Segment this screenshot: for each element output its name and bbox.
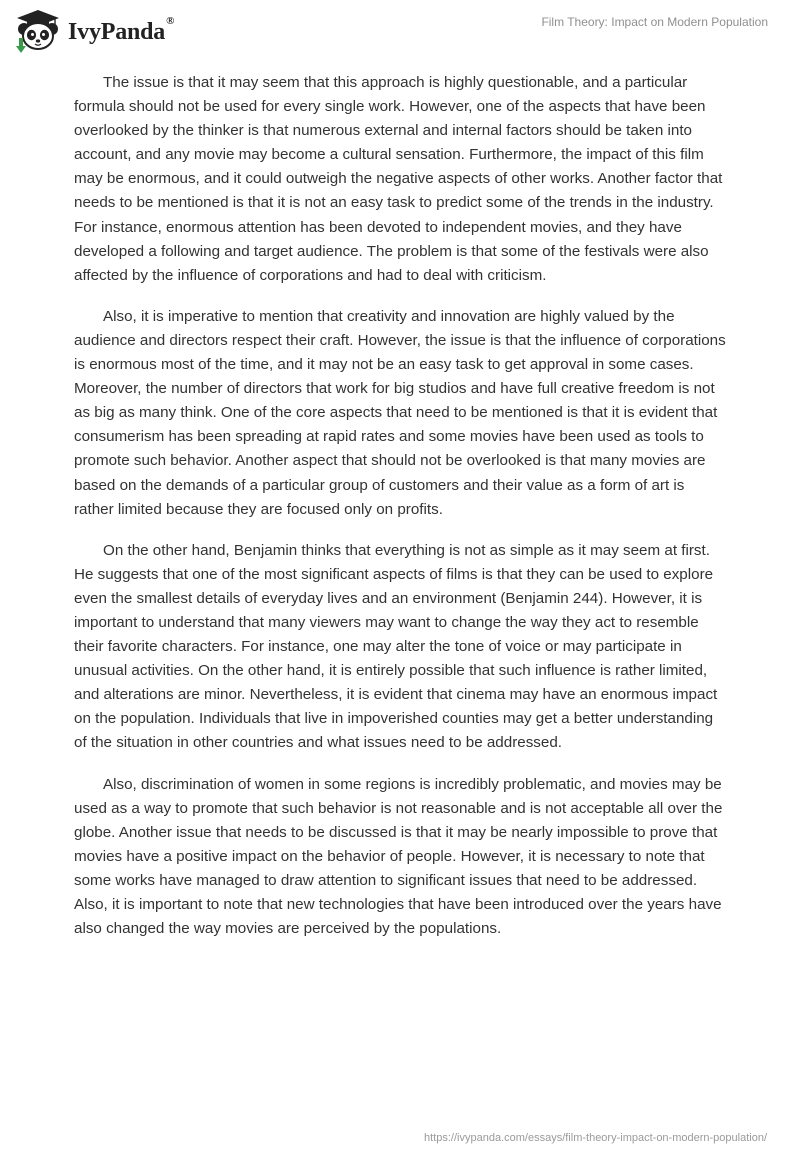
brand-name: IvyPanda® bbox=[68, 14, 175, 45]
paragraph-3: On the other hand, Benjamin thinks that everything is not as simple as it may seem at first. He suggests that one of the most significant aspects of films is that they can be used to explore even the smallest details of everyday lives and an environment (Benjamin 244). However, it is important to understand that many viewers may want to change the way they act to resemble their favorite characters. For instance, one may alter the tone of voice or may participate in unusual activities. On the other hand, it is entirely possible that such influence is rather limited, and alterations are minor. Nevertheless, it is evident that cinema may have an enormous impact on the population. Individuals that live in impoverished counties may get a better understanding of the situation in other countries and what issues need to be addressed. bbox=[74, 541, 718, 752]
essay-body bbox=[74, 71, 726, 958]
registered-mark: ® bbox=[166, 14, 175, 27]
page-header bbox=[0, 0, 800, 62]
ivypanda-logo[interactable] bbox=[14, 8, 174, 54]
paragraph-1: The issue is that it may seem that this approach is highly questionable, and a particular formula should not be used for every single work. However, one of the aspects that have been overlooked by the thinker is that numerous external and internal factors should be taken into account, and any movie may become a cultural sensation. Furthermore, the impact of this film may be enormous, and it could outweigh the negative aspects of other works. Another factor that needs to be mentioned is that it is not an easy task to predict some of the trends in the industry. For instance, enormous attention has been devoted to independent movies, and they have developed a following and target audience. The problem is that some of the festivals were also affected by the influence of corporations and had to deal with criticism. bbox=[74, 74, 723, 284]
paragraph-4: Also, discrimination of women in some regions is incredibly problematic, and movies may be used as a way to promote that such behavior is not reasonable and is not acceptable all over the globe. Another issue that needs to be discussed is that it may be nearly impossible to prove that movies have a positive impact on the behavior of people. However, it is necessary to note that some works have managed to draw attention to significant issues that need to be addressed. Also, it is important to note that new technologies that have been introduced over the years have also changed the way movies are perceived by the populations. bbox=[74, 775, 723, 938]
source-url[interactable]: https://ivypanda.com/essays/film-theory-impact-on-modern-population/ bbox=[424, 1132, 767, 1144]
paragraph-2: Also, it is imperative to mention that creativity and innovation are highly valued by the audience and directors respect their craft. However, the issue is that the influence of corporations is enormous most of the time, and it may not be an easy task to get approval in some cases. Moreover, the number of directors that work for big studios and have full creative freedom is not as big as many think. One of the core aspects that need to be mentioned is that it is evident that consumerism has been spreading at rapid rates and some movies have been used as tools to promote such behavior. Another aspect that should not be overlooked is that many movies are based on the demands of a particular group of customers and their value as a form of art is rather limited because they are focused only on profits. bbox=[74, 307, 726, 518]
panda-graduate-icon bbox=[14, 8, 62, 54]
document-title: Film Theory: Impact on Modern Population bbox=[541, 15, 768, 29]
